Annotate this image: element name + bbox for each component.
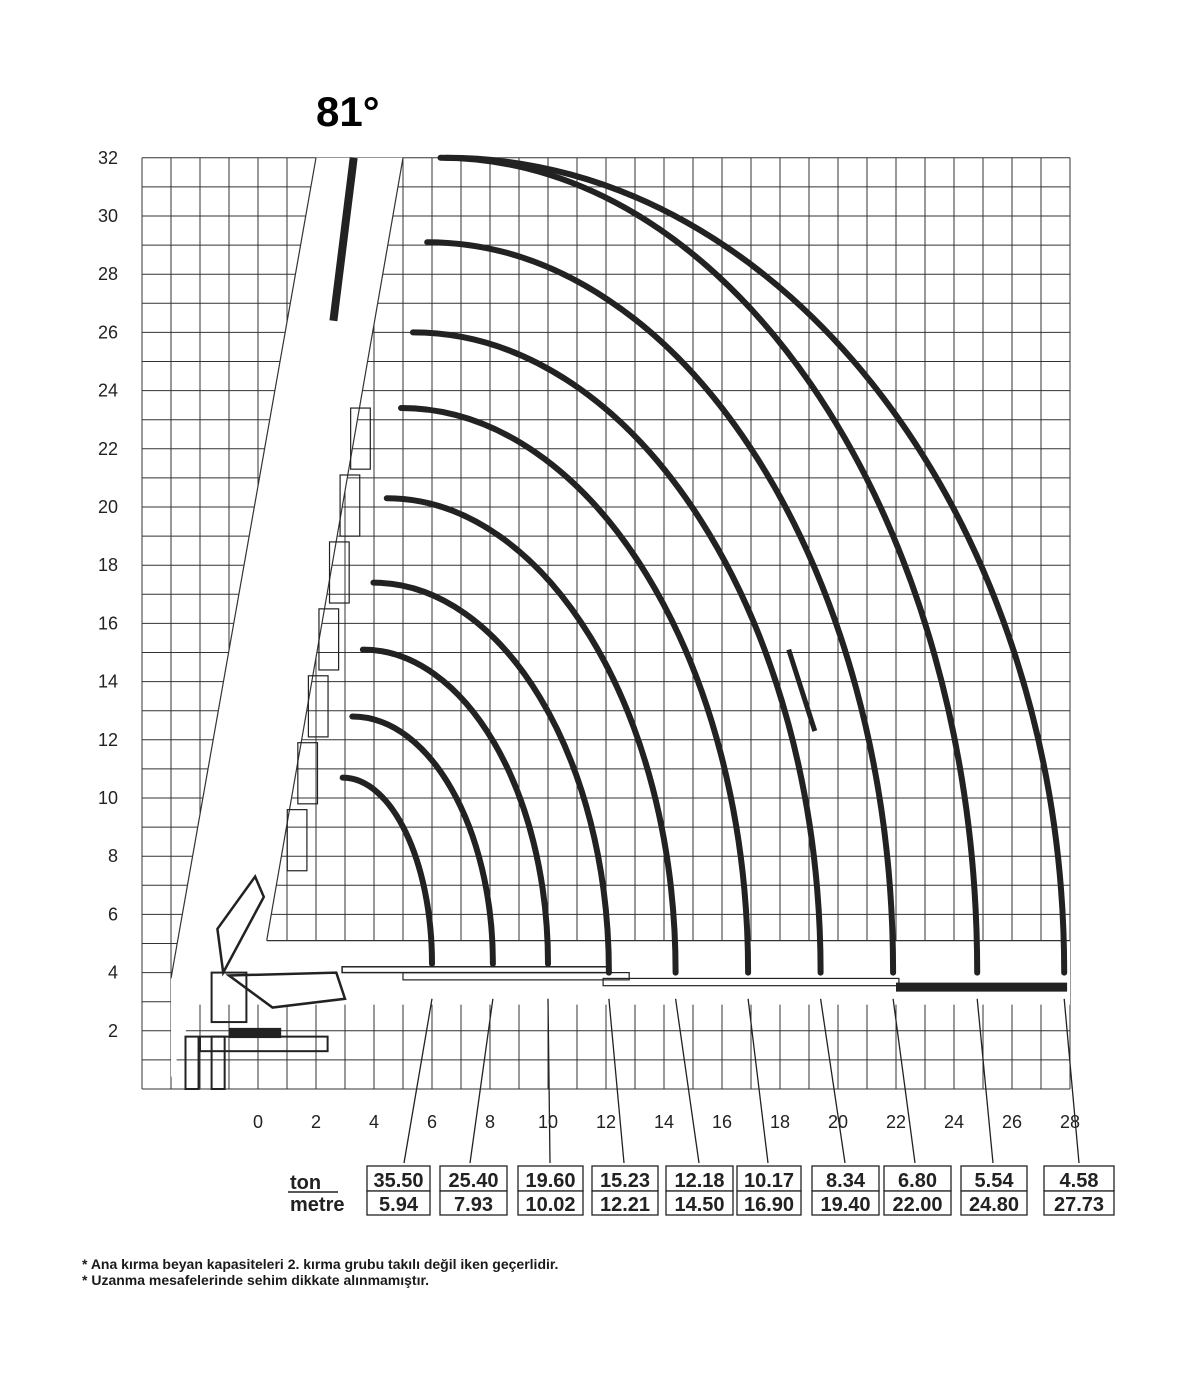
ton-value: 19.60 — [525, 1170, 576, 1192]
y-tick-label: 24 — [97, 380, 118, 401]
load-arc — [352, 717, 493, 964]
leader-line — [676, 999, 699, 1163]
leader-lines — [404, 999, 1079, 1163]
boom-envelope — [171, 158, 1070, 1078]
y-tick-label: 12 — [97, 729, 118, 750]
stabilizer-leg — [212, 1037, 225, 1089]
ton-value: 15.23 — [599, 1170, 651, 1192]
ton-value: 12.18 — [674, 1170, 725, 1192]
x-tick-label: 2 — [310, 1112, 322, 1132]
ton-value: 4.58 — [1059, 1170, 1099, 1192]
load-arcs — [333, 158, 1067, 987]
x-tick-label: 4 — [368, 1112, 380, 1132]
metre-value: 5.94 — [379, 1194, 418, 1216]
y-tick-label: 16 — [97, 613, 118, 634]
footnote-2: * Uzanma mesafelerinde sehim dikkate alınmamıştır. — [82, 1272, 430, 1288]
x-tick-label: 18 — [769, 1112, 791, 1132]
leader-line — [404, 999, 432, 1163]
load-arc — [387, 498, 676, 972]
ton-row-label: ton — [290, 1172, 322, 1194]
load-arc — [427, 242, 893, 972]
x-tick-label: 26 — [1001, 1112, 1023, 1132]
x-tick-label: 28 — [1059, 1112, 1081, 1132]
y-axis-ticks — [98, 148, 118, 1041]
x-tick-label: 20 — [827, 1112, 849, 1132]
leader-line — [821, 999, 845, 1163]
x-tick-label: 0 — [252, 1112, 264, 1132]
x-tick-label: 24 — [943, 1112, 965, 1132]
y-tick-label: 18 — [97, 555, 118, 576]
x-tick-label: 22 — [885, 1112, 907, 1132]
x-tick-label: 16 — [711, 1112, 733, 1132]
stabilizer-leg — [186, 1037, 199, 1089]
slewing-ring — [229, 1028, 281, 1038]
ton-value: 6.80 — [898, 1170, 937, 1192]
boom-section — [287, 810, 307, 871]
y-tick-label: 2 — [107, 1020, 118, 1041]
metre-value: 16.90 — [743, 1194, 795, 1216]
jib-transition-line — [789, 650, 815, 731]
load-table — [288, 1166, 1114, 1216]
x-tick-label: 8 — [484, 1112, 496, 1132]
leader-line — [1064, 999, 1079, 1163]
x-axis-ticks — [253, 1112, 1080, 1132]
metre-value: 14.50 — [674, 1194, 725, 1216]
x-tick-label: 6 — [426, 1112, 438, 1132]
y-tick-label: 14 — [97, 671, 118, 692]
y-tick-label: 4 — [107, 962, 118, 983]
crane-base-frame — [200, 1037, 328, 1052]
y-tick-label: 32 — [97, 147, 118, 168]
metre-row-label: metre — [290, 1194, 345, 1216]
leader-line — [609, 999, 624, 1163]
ton-value: 10.17 — [743, 1170, 795, 1192]
y-tick-label: 22 — [97, 438, 118, 459]
x-tick-label: 12 — [595, 1112, 617, 1132]
metre-value: 19.40 — [820, 1194, 871, 1216]
boom-angle-title: 81° — [316, 88, 380, 135]
boom-envelope-area — [171, 158, 1070, 1078]
leader-line — [977, 999, 993, 1163]
x-tick-label: 10 — [537, 1112, 559, 1132]
ton-value: 35.50 — [373, 1170, 424, 1192]
metre-value: 10.02 — [525, 1194, 576, 1216]
y-tick-label: 20 — [97, 497, 118, 517]
y-tick-label: 10 — [97, 788, 118, 808]
metre-value: 12.21 — [599, 1194, 651, 1216]
ton-value: 5.54 — [974, 1170, 1014, 1192]
y-tick-label: 26 — [97, 322, 118, 343]
load-arc — [343, 778, 432, 964]
boom-section — [298, 743, 318, 804]
metre-value: 7.93 — [454, 1194, 493, 1216]
leader-line — [470, 999, 496, 1163]
metre-value: 24.80 — [968, 1194, 1020, 1216]
metre-value: 22.00 — [892, 1194, 943, 1216]
ton-value: 25.40 — [448, 1170, 499, 1192]
x-tick-label: 14 — [653, 1112, 675, 1132]
metre-value: 27.73 — [1053, 1194, 1105, 1216]
footnote-1: * Ana kırma beyan kapasiteleri 2. kırma grubu takılı değil iken geçerlidir. — [82, 1256, 559, 1272]
footnotes — [82, 1256, 558, 1288]
y-tick-label: 28 — [97, 264, 118, 285]
y-tick-label: 30 — [97, 206, 118, 226]
y-tick-label: 8 — [107, 846, 118, 867]
y-tick-label: 6 — [107, 904, 118, 925]
ton-value: 8.34 — [826, 1170, 865, 1192]
